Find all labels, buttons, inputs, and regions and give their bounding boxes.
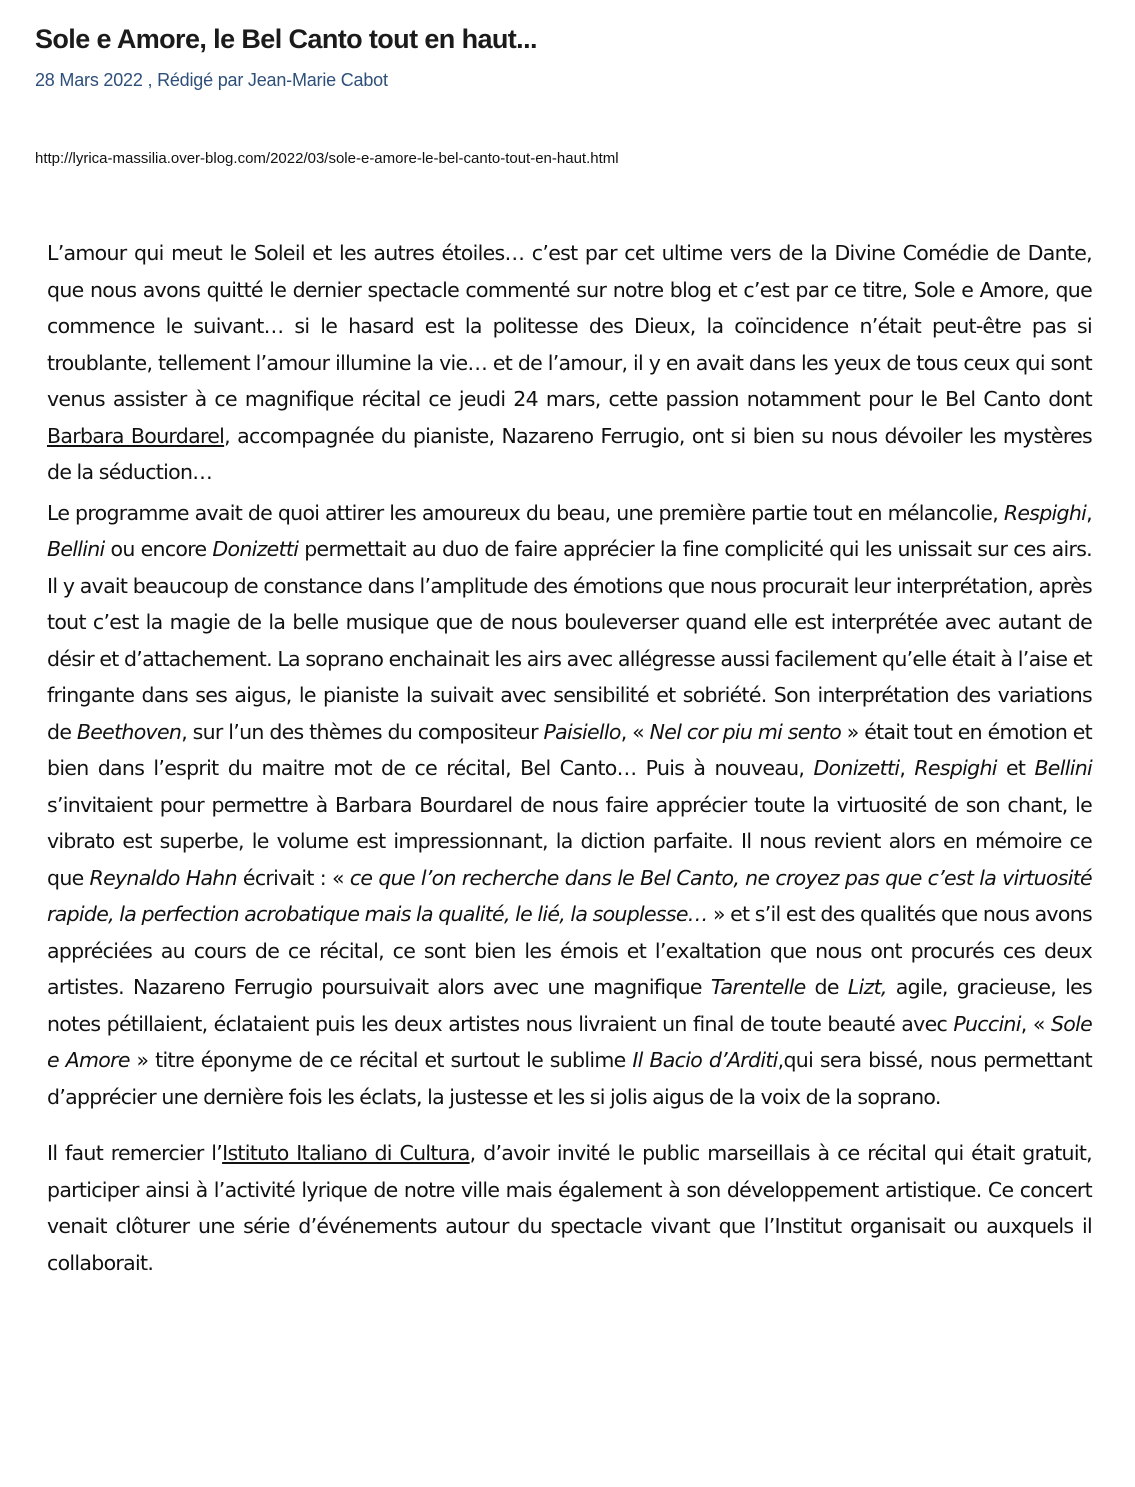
italic-run: Beethoven — [76, 719, 182, 744]
italic-run: Donizetti — [813, 756, 900, 780]
italic-run: Respighi — [1003, 500, 1087, 525]
text-run: » était tout en émotion et bien dans l’esprit du maitre mot de ce récital, Bel Canto… Puis à nouveau, — [47, 719, 1092, 780]
article-header — [35, 22, 1095, 91]
text-run: » titre éponyme de ce récital et surtout le sublime — [129, 1048, 633, 1072]
text-run: , sur l’un des thèmes du compositeur — [181, 719, 544, 744]
istituto-italiano-link[interactable]: Istituto Italiano di Cultura — [222, 1141, 470, 1165]
article-meta: 28 Mars 2022 , Rédigé par Jean-Marie Cabot — [35, 70, 388, 90]
barbara-bourdarel-link[interactable]: Barbara Bourdarel — [47, 423, 225, 448]
text-run: écrivait : « — [236, 865, 350, 890]
text-run: , « — [620, 719, 650, 744]
italic-quote: ce que l’on recherche dans le Bel Canto, ne croyez pas que c’est la virtuosité rapide, la perfection acrobatique mais la qualité, le lié, la souplesse… — [47, 865, 1092, 926]
paragraph-1 — [47, 235, 1092, 491]
italic-run: Tarentelle — [710, 975, 806, 999]
text-run: , accompagnée du pianiste, Nazareno Ferrugio, ont si bien su nous dévoiler les mystères de la séduction… — [47, 423, 1092, 484]
text-run: de — [805, 975, 848, 999]
paragraph-3 — [47, 1135, 1092, 1281]
italic-run: Sole e Amore — [47, 1011, 1093, 1072]
text-run: » et s’il est des qualités que nous avons appréciées au cours de ce récital, ce sont bien les émois et l’exaltation que nous ont procurés ces deux artistes. Nazareno Ferrugio poursuivait alors avec une magnifique — [47, 902, 1092, 999]
text-run: et — [996, 756, 1035, 780]
text-run: , « — [1020, 1011, 1051, 1036]
source-url: http://lyrica-massilia.over-blog.com/2022/03/sole-e-amore-le-bel-canto-tout-en-haut.html — [35, 150, 619, 167]
italic-run: Donizetti — [212, 537, 299, 561]
text-run: permettait au duo de faire apprécier la fine complicité qui les unissait sur ces airs. Il y avait beaucoup de constance dans l’amplitude des émotions que nous procurait leur interprétation, après tout c’est la magie de la belle musique que de nous bouleverser quand elle est interprétée avec autant de désir et d’attachement. La soprano enchainait les airs avec allégresse aussi facilement qu’elle était à l’aise et fringante dans ses aigus, le pianiste la suivait avec sensibilité et sobriété. Son interprétation des variations de — [47, 537, 1092, 744]
text-run: Le programme avait de quoi attirer les amoureux du beau, une première partie tout en mélancolie, — [47, 500, 1004, 525]
text-run: L’amour qui meut le Soleil et les autres étoiles… c’est par cet ultime vers de la Divine Comédie de Dante, que nous avons quitté le dernier spectacle commenté sur notre blog et c’est par ce titre, Sole e Amore, que commence le suivant… si le hasard est la politesse des Dieux, la coïncidence n’était peut-être pas si troublante, tellement l’amour illumine la vie… et de l’amour, il y en avait dans les yeux de tous ceux qui sont venus assister à ce magnifique récital ce jeudi 24 mars, cette passion notamment pour le Bel Canto dont — [47, 241, 1092, 411]
italic-run: Bellini — [47, 537, 105, 561]
text-run: agile, gracieuse, les notes pétillaient, éclataient puis les deux artistes nous livraient un final de toute beauté avec — [47, 975, 1093, 1036]
article-body — [47, 235, 1092, 1281]
text-run: , — [1086, 500, 1092, 525]
article-title: Sole e Amore, le Bel Canto tout en haut... — [35, 24, 537, 54]
text-run: ,qui sera bissé, nous permettant d’apprécier une dernière fois les éclats, la justesse et les si jolis aigus de la voix de la soprano. — [47, 1048, 1093, 1109]
italic-run: Lizt, — [847, 975, 887, 999]
text-run: s’invitaient pour permettre à Barbara Bourdarel de nous faire apprécier toute la virtuosité de son chant, le vibrato est superbe, le volume est impressionnant, la diction parfaite. Il nous revient alors en mémoire ce que — [47, 792, 1092, 890]
italic-run: Il Bacio d’Arditi — [632, 1048, 778, 1072]
paragraph-2 — [47, 495, 1092, 1116]
italic-run: Puccini — [953, 1011, 1021, 1036]
italic-run: Paisiello — [543, 719, 621, 744]
text-run: , d’avoir invité le public marseillais à ce récital qui était gratuit, participer ainsi à l’activité lyrique de notre ville mais également à son développement artistique. Ce concert venait clôturer une série d’événements autour du spectacle vivant que l’Institut organisait ou auxquels il collaborait. — [47, 1141, 1092, 1275]
text-run: Il faut remercier l’ — [47, 1141, 223, 1165]
italic-run: Reynaldo Hahn — [89, 865, 237, 890]
italic-run: Respighi — [914, 756, 997, 780]
italic-run: Bellini — [1034, 756, 1092, 780]
italic-run: Nel cor piu mi sento — [649, 719, 842, 744]
text-run: , — [899, 756, 915, 780]
text-run: ou encore — [104, 537, 213, 561]
